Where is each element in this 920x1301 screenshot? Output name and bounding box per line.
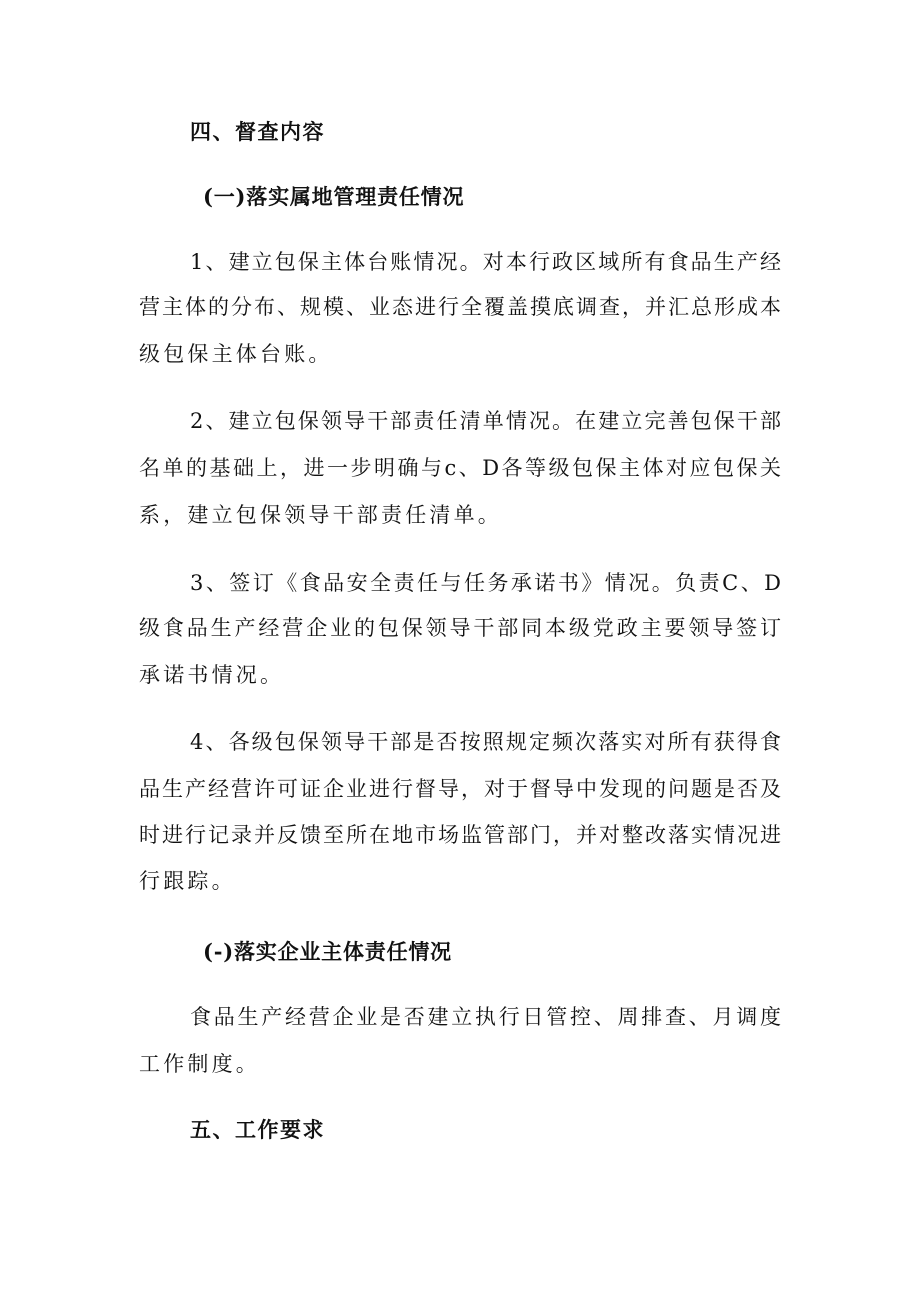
item-4-line-1: 4、各级包保领导干部是否按照规定频次落实对所有获得食	[190, 730, 781, 754]
sub2-line-1: 食品生产经营企业是否建立执行日管控、周排查、月调度	[190, 1005, 781, 1029]
item-3-line-1: 3、签订《食品安全责任与任务承诺书》情况。负责C、D	[190, 571, 781, 595]
subsection-two-title: (-)落实企业主体责任情况	[203, 939, 452, 964]
item-2-line-2: 名单的基础上，进一步明确与c、D各等级包保主体对应包保关	[139, 456, 781, 480]
item-2-line-1: 2、建立包保领导干部责任清单情况。在建立完善包保干部	[190, 409, 781, 433]
item-3-line-3: 承诺书情况。	[139, 663, 285, 687]
subsection-one-title: (一)落实属地管理责任情况	[203, 184, 465, 209]
item-1-line-2: 营主体的分布、规模、业态进行全覆盖摸底调查，并汇总形成本	[139, 295, 781, 319]
section-five-title: 五、工作要求	[190, 1117, 325, 1142]
item-1-line-3: 级包保主体台账。	[139, 342, 333, 366]
item-2-line-3: 系，建立包保领导干部责任清单。	[139, 503, 502, 527]
section-four-title: 四、督查内容	[190, 119, 325, 144]
item-4-line-3: 时进行记录并反馈至所在地市场监管部门，并对整改落实情况进	[139, 823, 781, 847]
item-1-line-1: 1、建立包保主体台账情况。对本行政区域所有食品生产经	[190, 250, 781, 274]
item-4-line-2: 品生产经营许可证企业进行督导，对于督导中发现的问题是否及	[139, 777, 781, 801]
sub2-line-2: 工作制度。	[139, 1052, 260, 1076]
item-4-line-4: 行跟踪。	[139, 869, 236, 893]
item-3-line-2: 级食品生产经营企业的包保领导干部同本级党政主要领导签订	[139, 616, 781, 640]
